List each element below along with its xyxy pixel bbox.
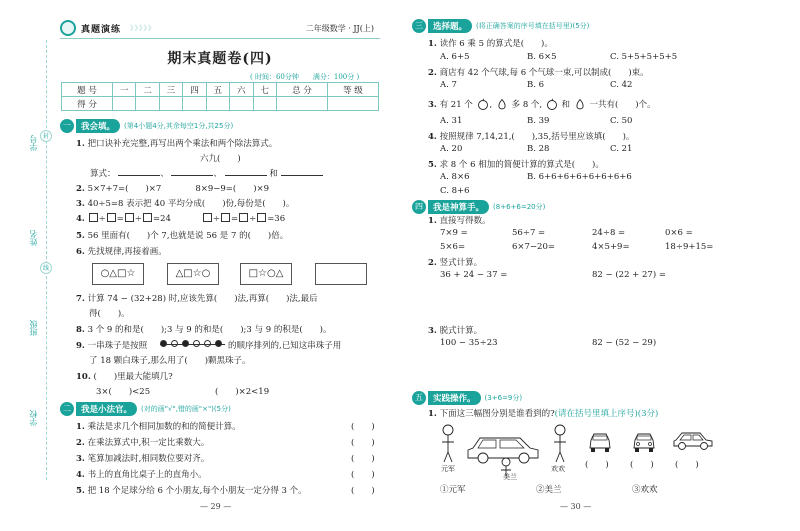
section-note: (8+6+6=20分) xyxy=(493,203,546,211)
option-c[interactable]: C. 50 xyxy=(610,116,633,126)
view-answer[interactable]: ( ) xyxy=(630,460,654,470)
answer-blank[interactable] xyxy=(225,175,267,176)
question-text: 56 里面有( )个 7,也就是说 56 是 7 的( )倍。 xyxy=(87,231,289,241)
question-text: 商店有 42 个气球,每 6 个气球一束,可以制成( )束。 xyxy=(439,68,649,78)
option-a[interactable]: A. 8×6 xyxy=(440,172,470,182)
section-title: 实践操作。 xyxy=(428,391,481,405)
section-5-header xyxy=(412,391,522,405)
question-text: 一共有( )个。 xyxy=(589,100,656,110)
white-bead-icon xyxy=(171,340,178,347)
option-b[interactable]: B. 6+6+6+6+6+6+6+6 xyxy=(527,172,632,182)
direct-calc[interactable]: 0×6 = xyxy=(665,228,693,238)
judge-answer[interactable]: ( ) xyxy=(351,486,375,496)
score-header: 题 号 xyxy=(62,83,113,97)
op: ÷ xyxy=(98,214,106,224)
score-header: 六 xyxy=(230,83,253,97)
judge-answer[interactable]: ( ) xyxy=(351,454,375,464)
result: =36 xyxy=(267,214,286,224)
car-back-view-icon xyxy=(588,432,612,454)
judge-text: 乘法是求几个相同加数的和的简便计算。 xyxy=(87,422,241,432)
calc-question-1: 1. 直接写得数。 xyxy=(428,216,491,226)
question-text: 下面这三幅图分别是谁看到的? xyxy=(439,409,555,419)
practice-question-1: 1. 下面这三幅图分别是谁看到的?(请在括号里填上序号)(3分) xyxy=(428,409,659,419)
section-title: 选择题。 xyxy=(428,19,472,33)
option-c[interactable]: C. 21 xyxy=(610,144,633,154)
student-id-label: 学号 xyxy=(29,135,38,151)
section-note: (对的画"√",错的画"×")(5分) xyxy=(141,405,231,413)
judge-item: 1. 乘法是求几个相同加数的和的简便计算。 xyxy=(76,422,241,432)
option-a[interactable]: A. 20 xyxy=(440,144,463,154)
person-label: 美兰 xyxy=(503,473,517,481)
square-blank[interactable] xyxy=(221,213,230,222)
pattern-answer-box[interactable] xyxy=(315,263,367,285)
question-text: 竖式计算。 xyxy=(439,258,483,268)
judge-text: 笔算加减法时,相同数位要对齐。 xyxy=(87,454,210,464)
vertical-calc[interactable]: 36 + 24 − 37 = xyxy=(440,270,508,280)
header-grade: 二年级数学 · JJ(上) xyxy=(305,24,374,33)
section-note: (第4小题4分,其余每空1分,共25分) xyxy=(124,122,234,130)
car-front-view-icon xyxy=(632,432,656,454)
judge-item: 2. 在乘法算式中,积一定比乘数大。 xyxy=(76,438,210,448)
op: = xyxy=(230,214,239,224)
view-answer[interactable]: ( ) xyxy=(585,460,609,470)
view-answer[interactable]: ( ) xyxy=(675,460,699,470)
calc-question-3: 3. 脱式计算。 xyxy=(428,326,483,336)
score-cell[interactable] xyxy=(206,97,229,111)
option-b[interactable]: B. 39 xyxy=(527,116,550,126)
section-3-header xyxy=(412,19,589,33)
section-note: (将正确答案的序号填在括号里)(5分) xyxy=(476,22,590,30)
expanded-calc[interactable]: 100 − 35÷23 xyxy=(440,338,498,348)
judge-text: 在乘法算式中,积一定比乘数大。 xyxy=(87,438,210,448)
name-label: 姓名 xyxy=(29,230,38,246)
option-a[interactable]: A. 7 xyxy=(440,80,457,90)
section-4-header xyxy=(412,200,545,214)
square-blank[interactable] xyxy=(239,213,248,222)
expanded-calc[interactable]: 82 − (52 − 29) xyxy=(592,338,657,348)
choice-question-3: 3. 有 21 个 , 多 8 个, 和 一共有( )个。 xyxy=(428,100,656,110)
question-text: 一串珠子是按照 xyxy=(87,341,148,351)
square-blank[interactable] xyxy=(143,213,152,222)
score-cell[interactable] xyxy=(136,97,159,111)
score-header: 四 xyxy=(183,83,206,97)
choice-person: ①元军 xyxy=(440,485,466,495)
pattern-box: □☆○△ xyxy=(240,263,292,285)
square-blank[interactable] xyxy=(203,213,212,222)
section-number: 三 xyxy=(412,19,426,33)
score-cell[interactable] xyxy=(159,97,182,111)
option-c[interactable]: C. 42 xyxy=(610,80,633,90)
direct-calc[interactable]: 5×6= xyxy=(440,242,466,252)
mnemonic: 六九( ) xyxy=(200,154,241,164)
section-number: 二 xyxy=(60,402,74,416)
score-cell[interactable] xyxy=(230,97,253,111)
question-2: 2. 5×7+7=( )×7 8×9−9=( )×9 xyxy=(76,184,270,194)
option-c[interactable]: C. 5+5+5+5+5 xyxy=(610,52,678,62)
judge-text: 书上的直角比桌子上的直角小。 xyxy=(87,470,207,480)
formula-label: 算式： xyxy=(90,169,116,179)
school-label: 学校 xyxy=(29,410,38,426)
black-bead-icon xyxy=(215,340,222,347)
judge-item: 3. 笔算加减法时,相同数位要对齐。 xyxy=(76,454,210,464)
question-8: 8. 3 个 9 的和是( );3 与 9 的和是( );3 与 9 的积是( )。 xyxy=(76,325,332,335)
question-10b: ( )×2<19 xyxy=(215,387,270,397)
and-text: 和 xyxy=(269,169,278,179)
pattern-box: ○△□☆ xyxy=(92,263,144,285)
question-text: 40÷5=8 表示把 40 平均分成( )份,每份是( )。 xyxy=(87,199,295,209)
choice-person: ②美兰 xyxy=(536,485,562,495)
binding-dashed-line xyxy=(46,40,47,480)
score-header: 等 级 xyxy=(327,83,378,97)
option-a[interactable]: A. 31 xyxy=(440,116,463,126)
apple-icon xyxy=(477,98,489,110)
question-text: 脱式计算。 xyxy=(439,326,483,336)
option-c[interactable]: C. 8+6 xyxy=(440,186,470,196)
op: ÷ xyxy=(134,214,142,224)
score-cell[interactable] xyxy=(183,97,206,111)
question-text: 和 xyxy=(561,100,571,110)
section-title: 我会填。 xyxy=(76,119,120,133)
direct-calc[interactable]: 6×7−20= xyxy=(512,242,555,252)
black-bead-icon xyxy=(160,340,167,347)
question-text: ( )里最大能填几? xyxy=(93,372,173,382)
question-7-cont: 得( )。 xyxy=(89,309,130,319)
header-chevrons: 》》》》》 xyxy=(130,24,156,32)
score-header: 七 xyxy=(253,83,276,97)
question-10: 10. ( )里最大能填几? xyxy=(76,372,173,382)
question-text: 求 8 个 6 相加的简便计算的算式是( )。 xyxy=(439,160,604,170)
square-blank[interactable] xyxy=(257,213,266,222)
judge-item: 4. 书上的直角比桌子上的直角小。 xyxy=(76,470,207,480)
logo-icon xyxy=(60,20,76,36)
page-header xyxy=(60,19,380,39)
calc-question-2: 2. 竖式计算。 xyxy=(428,258,483,268)
formula-line: 算式： 、 、 和 xyxy=(90,167,323,179)
option-b[interactable]: B. 28 xyxy=(527,144,550,154)
apple-icon xyxy=(546,98,558,110)
question-text: 把口诀补充完整,再写出两个乘法和两个除法算式。 xyxy=(87,139,278,149)
question-4: 4. ÷ = ÷ =24 ÷ = ÷ =36 xyxy=(76,214,286,224)
score-cell[interactable] xyxy=(253,97,276,111)
question-7: 7. 计算 74 − (32+28) 时,应该先算( )法,再算( )法,最后 xyxy=(76,294,318,304)
section-number: 四 xyxy=(412,200,426,214)
choice-question-5: 5. 求 8 个 6 相加的简便计算的算式是( )。 xyxy=(428,160,604,170)
page-title: 期末真题卷(四) xyxy=(167,51,273,67)
question-text: 先找规律,再接着画。 xyxy=(87,247,167,257)
page-number-right: — 30 — xyxy=(560,502,592,511)
class-label: 班级 xyxy=(29,320,38,336)
judge-item: 5. 把 18 个足球分给 6 个小朋友,每个小朋友一定分得 3 个。 xyxy=(76,486,307,496)
score-header: 一 xyxy=(112,83,135,97)
question-9: 9. 一串珠子是按照 xyxy=(76,341,148,351)
answer-blank[interactable] xyxy=(171,175,213,176)
option-a[interactable]: A. 6+5 xyxy=(440,52,470,62)
score-header: 二 xyxy=(136,83,159,97)
result: =24 xyxy=(152,214,171,224)
header-tag: 真题演练 xyxy=(81,25,122,35)
section-number: 五 xyxy=(412,391,426,405)
binding-hole: 线 xyxy=(40,262,52,274)
score-cell[interactable] xyxy=(276,97,327,111)
vertical-calc[interactable]: 82 − (22 + 27) = xyxy=(592,270,666,280)
section-1-header xyxy=(60,119,233,133)
question-text: 直接写得数。 xyxy=(439,216,491,226)
section-2-header xyxy=(60,402,231,416)
option-b[interactable]: B. 6 xyxy=(527,80,545,90)
answer-blank[interactable] xyxy=(281,175,323,176)
section-note: (3+6=9分) xyxy=(484,394,523,402)
question-note: (请在括号里填上序号)(3分) xyxy=(554,409,659,419)
choice-person: ③欢欢 xyxy=(632,485,658,495)
score-header: 三 xyxy=(159,83,182,97)
square-blank[interactable] xyxy=(125,213,134,222)
question-text: 5×7+7=( )×7 8×9−9=( )×9 xyxy=(87,184,270,194)
question-text: 有 21 个 xyxy=(439,100,473,110)
score-cell[interactable] xyxy=(112,97,135,111)
question-9-cont: 了 18 颗白珠子,那么用了( )颗黑珠子。 xyxy=(89,356,251,366)
question-text: 计算 74 − (32+28) 时,应该先算( )法,再算( )法,最后 xyxy=(87,294,318,304)
question-text: 读作 6 乘 5 的算式是( )。 xyxy=(439,39,553,49)
judge-answer[interactable]: ( ) xyxy=(351,438,375,448)
direct-calc[interactable]: 7×9 = xyxy=(440,228,468,238)
judge-answer[interactable]: ( ) xyxy=(351,422,375,432)
white-bead-icon xyxy=(204,340,211,347)
choice-question-2: 2. 商店有 42 个气球,每 6 个气球一束,可以制成( )束。 xyxy=(428,68,649,78)
direct-calc[interactable]: 18÷9+15= xyxy=(665,242,714,252)
black-bead-icon xyxy=(182,340,189,347)
page-number-left: — 29 — xyxy=(200,502,232,511)
op: = xyxy=(116,214,124,224)
direct-calc[interactable]: 4×5+9= xyxy=(592,242,630,252)
question-5: 5. 56 里面有( )个 7,也就是说 56 是 7 的( )倍。 xyxy=(76,231,289,241)
score-header: 五 xyxy=(206,83,229,97)
choice-question-1: 1. 读作 6 乘 5 的算式是( )。 xyxy=(428,39,553,49)
time-info: ( 时间：60分钟 满分：100分 ) xyxy=(250,73,360,81)
option-b[interactable]: B. 6×5 xyxy=(527,52,557,62)
pear-icon xyxy=(574,98,586,110)
person-label: 欢欢 xyxy=(551,465,565,473)
choice-question-4: 4. 按照规律 7,14,21,( ),35,括号里应该填( )。 xyxy=(428,132,635,142)
op: ÷ xyxy=(249,214,257,224)
score-table xyxy=(61,82,379,111)
question-3: 3. 40÷5=8 表示把 40 平均分成( )份,每份是( )。 xyxy=(76,199,295,209)
white-bead-icon xyxy=(193,340,200,347)
question-9-mid: 的顺序排列的,已知这串珠子用 xyxy=(228,341,342,351)
answer-blank[interactable] xyxy=(118,175,160,176)
question-text: 多 8 个, xyxy=(511,100,543,110)
score-header: 总 分 xyxy=(276,83,327,97)
judge-text: 把 18 个足球分给 6 个小朋友,每个小朋友一定分得 3 个。 xyxy=(87,486,307,496)
section-number: 一 xyxy=(60,119,74,133)
binding-hole: 封 xyxy=(40,130,52,142)
car-side-view-icon xyxy=(672,430,714,452)
score-cell[interactable] xyxy=(327,97,378,111)
section-title: 我是神算手。 xyxy=(428,200,489,214)
question-text: 按照规律 7,14,21,( ),35,括号里应该填( )。 xyxy=(439,132,635,142)
score-row-label: 得 分 xyxy=(62,97,113,111)
question-1: 1. 把口诀补充完整,再写出两个乘法和两个除法算式。 xyxy=(76,139,278,149)
question-text: 3 个 9 的和是( );3 与 9 的和是( );3 与 9 的积是( )。 xyxy=(87,325,332,335)
direct-calc[interactable]: 56÷7 = xyxy=(512,228,546,238)
pear-icon xyxy=(496,98,508,110)
square-blank[interactable] xyxy=(107,213,116,222)
square-blank[interactable] xyxy=(89,213,98,222)
judge-answer[interactable]: ( ) xyxy=(351,470,375,480)
section-title: 我是小法官。 xyxy=(76,402,137,416)
person-label: 元军 xyxy=(441,465,455,473)
pattern-box: △□☆○ xyxy=(167,263,219,285)
question-10a: 3×( )<25 xyxy=(96,387,151,397)
question-6: 6. 先找规律,再接着画。 xyxy=(76,247,167,257)
direct-calc[interactable]: 24÷8 = xyxy=(592,228,626,238)
op: ÷ xyxy=(212,214,220,224)
